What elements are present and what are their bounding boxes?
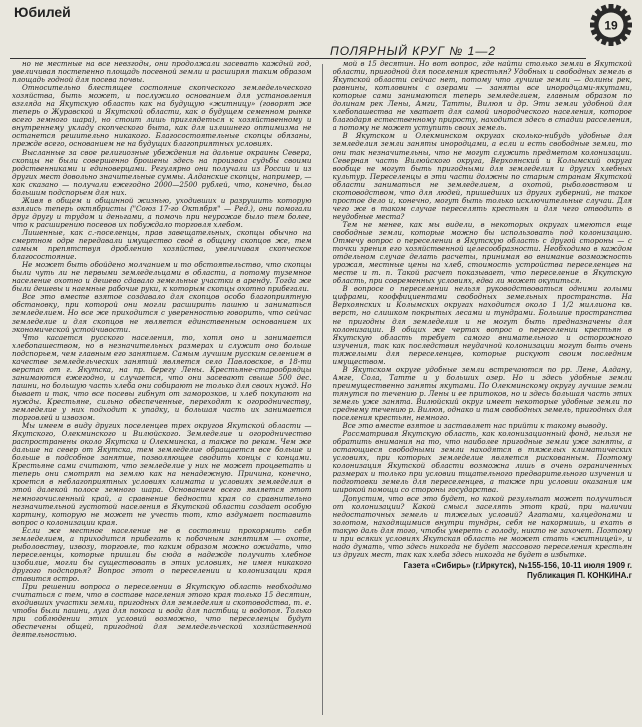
- section-label: Юбилей: [14, 4, 71, 20]
- article-paragraph: Если же местное население не в состоянии прокормить себя земледелием, а приходится прибегать к побочным занятиям — охоте, рыболовству, извозу, торговле, то каким образом можно ожидать, что переселенцы, которые пришли бы сюда в надежде получить хлебное изобилие, могли бы существовать в этих условиях, не имея никакого другого подспорья? Вопрос этот о переселении и колонизации края ставится остро.: [12, 525, 312, 583]
- article-paragraph: Что касается русского населения, то, хотя оно и занимается хлебопашеством, но в незначительных размерах и служит оно больше подспорьем, чем главным его занятием. Самым лучшим русским селением в качестве земледельческих занятий является село Павловское, в 18-ти верстах от г. Якутска, на пр. берегу Лены. Крестьяне-старообрядцы занимаются ежегодно, и случается, что они засевают свыше 500 дес. пашни, но большую часть хлеба они собирают не только для своих нужд. Но бывает и так, что все посевы гибнут от заморозков, и хлеб покупают на нужды. Крестьяне, сильно обеспеченные, переходят к огородничеству, земледелие у них подходит к упадку, и большая часть их занимается торговлей и извозом.: [12, 332, 312, 423]
- publication-credit: Публикация П. КОНКИНА.г: [527, 570, 632, 580]
- article-paragraph: Все это вместе взятое создавало для скопцов особо благоприятную обстановку, при которой они могли расширить пашню и заниматься земледелием. Но все же приходится с уверенностью говорить, что сейчас земледелие и для скопцов не является единственным основанием их экономической устойчивости.: [12, 292, 312, 334]
- page-number: 19: [604, 18, 618, 33]
- article-paragraph: Живя в общем и общинной жизнью, уходивших и разрушить которую взялись теперь октябристы ("Союз 17-го Октября" — Ред.), они помогали друг другу и трудом и деньгами, а помочь при неурожае было тем более, что к расширению посевов их побуждало торговля хлебом.: [12, 195, 312, 229]
- article-body: [12, 60, 632, 719]
- page-header: [6, 0, 636, 30]
- article-paragraph: Все это вместе взятое и заставляет нас прийти к такому выводу.: [342, 421, 608, 431]
- article-paragraph: Относительно блестящее состояние скопческого земледельческого хозяйства, быть может, и послужило основанием для установления взгляда на Якутскую область как на будущую «житницу» (говорят же теперь о Журавской и Якутской области, как о будущем семенном рынке всего земного шара), но стоит лишь приглядеться к хозяйственному и внутреннему укладу скопческого быта, как для излишнего оптимизма не останется решительно никакого. Благосостоятельные скопцы обязаны, прежде всего, основанием не на будущих благоприятных условиях.: [12, 83, 312, 149]
- article-paragraph: Лишенные, как с.-поселенцы, прав завещательных, скопцы обычно на смертном одре передавали имущество своё в общину скопцов же, тем самым препятствуя дроблению хозяйства, увеличивая скопческое благосостояние.: [12, 227, 312, 262]
- article-paragraph: В Якутском округе удобные земли встречаются по рр. Лене, Алдану, Амге, Сола, Татте и у больших озер. Но и здесь удобные земли преимущественно заняты якутами. По Олекминскому округу лучшие земли тянутся по течению р. Лены и ее притоков, но и здесь большая часть этих земель уже занята. Вилюйский округ имеет некоторые удобные земли по среднему течению р. Вилюя, однако и там свободных земель, пригодных для поселения крестьян, немного.: [332, 364, 632, 423]
- article-paragraph: Мы имеем в виду других поселенцев трех округов Якутской области — Якутского, Олекминского и Вилюйского. Земледелие и огородничество распространены около Якутска и Олекминска, а также по рекам. Чем же дальше на север от Якутска, тем земледелие обращается все больше и больше в подсобное занятие, позволяющее сводить концы с концами. Крестьяне сами считают, что земледелие у них не может процветать и теперь они смотрят на землю как на ненадежную. Причина, конечно, кроется в неблагоприятных условиях климата и условиях земледелия в этой далекой полосе земного шара. Основанием всего является этот немногочисленный край, а сравнение бедности края со сравнительно незначительной густотой населения в Якутской области создает особую картину, которую не может не учесть тот, кто вздумает поставить вопрос о колонизации края.: [12, 421, 312, 527]
- publication-title: ПОЛЯРНЫЙ КРУГ № 1—2: [330, 44, 497, 58]
- article-column-left: [12, 60, 312, 719]
- article-paragraph: Не может быть обойдено молчанием и то обстоятельство, что скопцы были чуть ли не первыми земледельцами в области, а потому туземное население охотно и дешево сдавало земельные участки в аренду. Тогда же были дешевы и наемные рабочие руки, к которым скопцы охотно прибегали.: [12, 260, 312, 294]
- article-paragraph: При решении вопроса о переселении в Якутскую область необходимо считаться с тем, что в составе населения этого края только 15 десятин, входивших участки земли, пригодных для земледелия и скотоводства, т. е. чтобы были пашни, луга для покоса и вода для пастбищ и водопоя. Только при соблюдении этих условий возможно, что переселенцы будут обеспечены общей, пригодной для земледельческой хозяйственной деятельностью.: [12, 582, 312, 640]
- article-paragraph: мой в 15 десятин. Но вот вопрос, где найти столько земли в Якутской области, пригодной для поселения крестьян? Удобных и свободных земель в Якутской области сейчас нет, потому что лучшие земли — долины рек, равнины, котловины с озерами — заняты все инородцами-якутами, которые сами занимаются теперь земледелием, главным образом по долинам рек Лены, Амги, Татты, Вилюя и др. Эти земли удобной для хлебопашества не хватает для самой инородческого населения, которое благодаря естественному приросту, находится здесь в стадии расселения, а потому не может уступить своих земель.: [332, 60, 632, 133]
- article-paragraph: Высланные за свое религиозные убеждения на дальние окраины Севера, скопцы не были совершенно брошены здесь на произвол судьбы своими родственниками и единоверцами. Регулярно они получали из России и из других мест довольно значительные суммы. Алданские скопцы, например, — как сказано — получали ежегодно 2000—2500 рублей, что, конечно, было большим подспорьем для них.: [12, 147, 312, 197]
- article-paragraph: В вопросе о переселении нельзя руководствоваться одними голыми цифрами, кооффициентами свободных земельных пространств. На Верхоянских и Колымских округах находится около 1 1/2 миллиона кв. верст, но слишком покрытых лесами и тундрами. Большие пространства не пригодны для земледелия и не могут быть предназначены для колонизации. В общих же чертах вопрос о переселении крестьян в Якутскую область требует самого внимательного и осторожного изучения, так как последствия неудачной колонизации могут быть очень тяжелыми для переселенцев, которые рискуют своим последним имуществом.: [332, 284, 632, 366]
- article-paragraph: Допустим, что все это будет, но какой результат может получиться от колонизации? Какой смысл заселять этот край, при наличии недостаточных земель и тяжелых условий? Агатами, халцедонами и золотом, находящимися внутри тундры, себя не накормишь, и ехать в такую даль для того, чтобы умереть с голоду, никто не захочет. Поэтому и при всяких условиях Якутская область не может стать «житницей», и надо думать, что здесь никогда не будет массового переселения крестьян из других мест, так как хлеба здесь никогда не будет в избытке.: [332, 493, 632, 559]
- gear-badge-icon: [588, 2, 634, 48]
- article-paragraph: Рассматривая Якутскую область, как колонизационный фонд, нельзя не обратить внимания на то, что наиболее пригодные земли уже заняты, а остающиеся свободными земли находятся в тяжелых климатических условиях, при которых земледелие является рискованным. Поэтому колонизация Якутской области возможна лишь в очень ограниченных размерах и только при условии тщательного предварительного изучения и подготовки земель для переселенцев, а также при условии оказания им широкой помощи со стороны государства.: [332, 429, 632, 495]
- article-paragraph: но не местные на все невзгоды, они продолжали засевать каждый год, увеличивая постепенно площадь посевной земли и расширяя таким образом площадь годной для посева почвы.: [12, 60, 312, 85]
- page-number-badge: [588, 2, 634, 48]
- article-paragraph: В Якутском и Олекминском округах сколько-нибудь удобные для земледелия земли заняты инородцами, а если и есть свободные земли, то они так незначительны, что не могут служить предметом колонизации. Северная часть Вилюйского округа, Верхоянский и Колымский округа вообще не могут быть пригодными для земледелия и других хлебных культур. Переселенцы в эти части должны по старым странам Якутской области заниматься не земледелием, а охотой, рыболовством и скотоводством, что для людей, пришедших из других губерний, не такое простое дело и, конечно, могут быть только исключительные случаи. Для чего же в таком случае переселять крестьян и для чего отводить в неудобные места?: [332, 131, 632, 221]
- header-rule: [10, 58, 586, 59]
- column-divider: [322, 64, 323, 715]
- article-paragraph: Тем не менее, как мы видели, в некоторых округах имеются еще свободные земли, которые можно бы использовать под колонизацию. Отмечу вопрос о переселении в Якутскую область с другой стороны — с точки зрения его хозяйственной целесообразности. Необходимо в каждом отдельном случае делать расчеты, принимая во внимание возможность урожая, местные цены на хлеб, стоимость устройства переселенцев на месте и т. п. Такой расчет показывает, что переселение в Якутскую область, при современных условиях, едва ли может окупиться.: [332, 219, 632, 286]
- article-column-right: [333, 60, 633, 719]
- article-source: Газета «Сибирь» (г.Иркутск), №155-156, 10-11 июля 1909 г.: [403, 560, 632, 570]
